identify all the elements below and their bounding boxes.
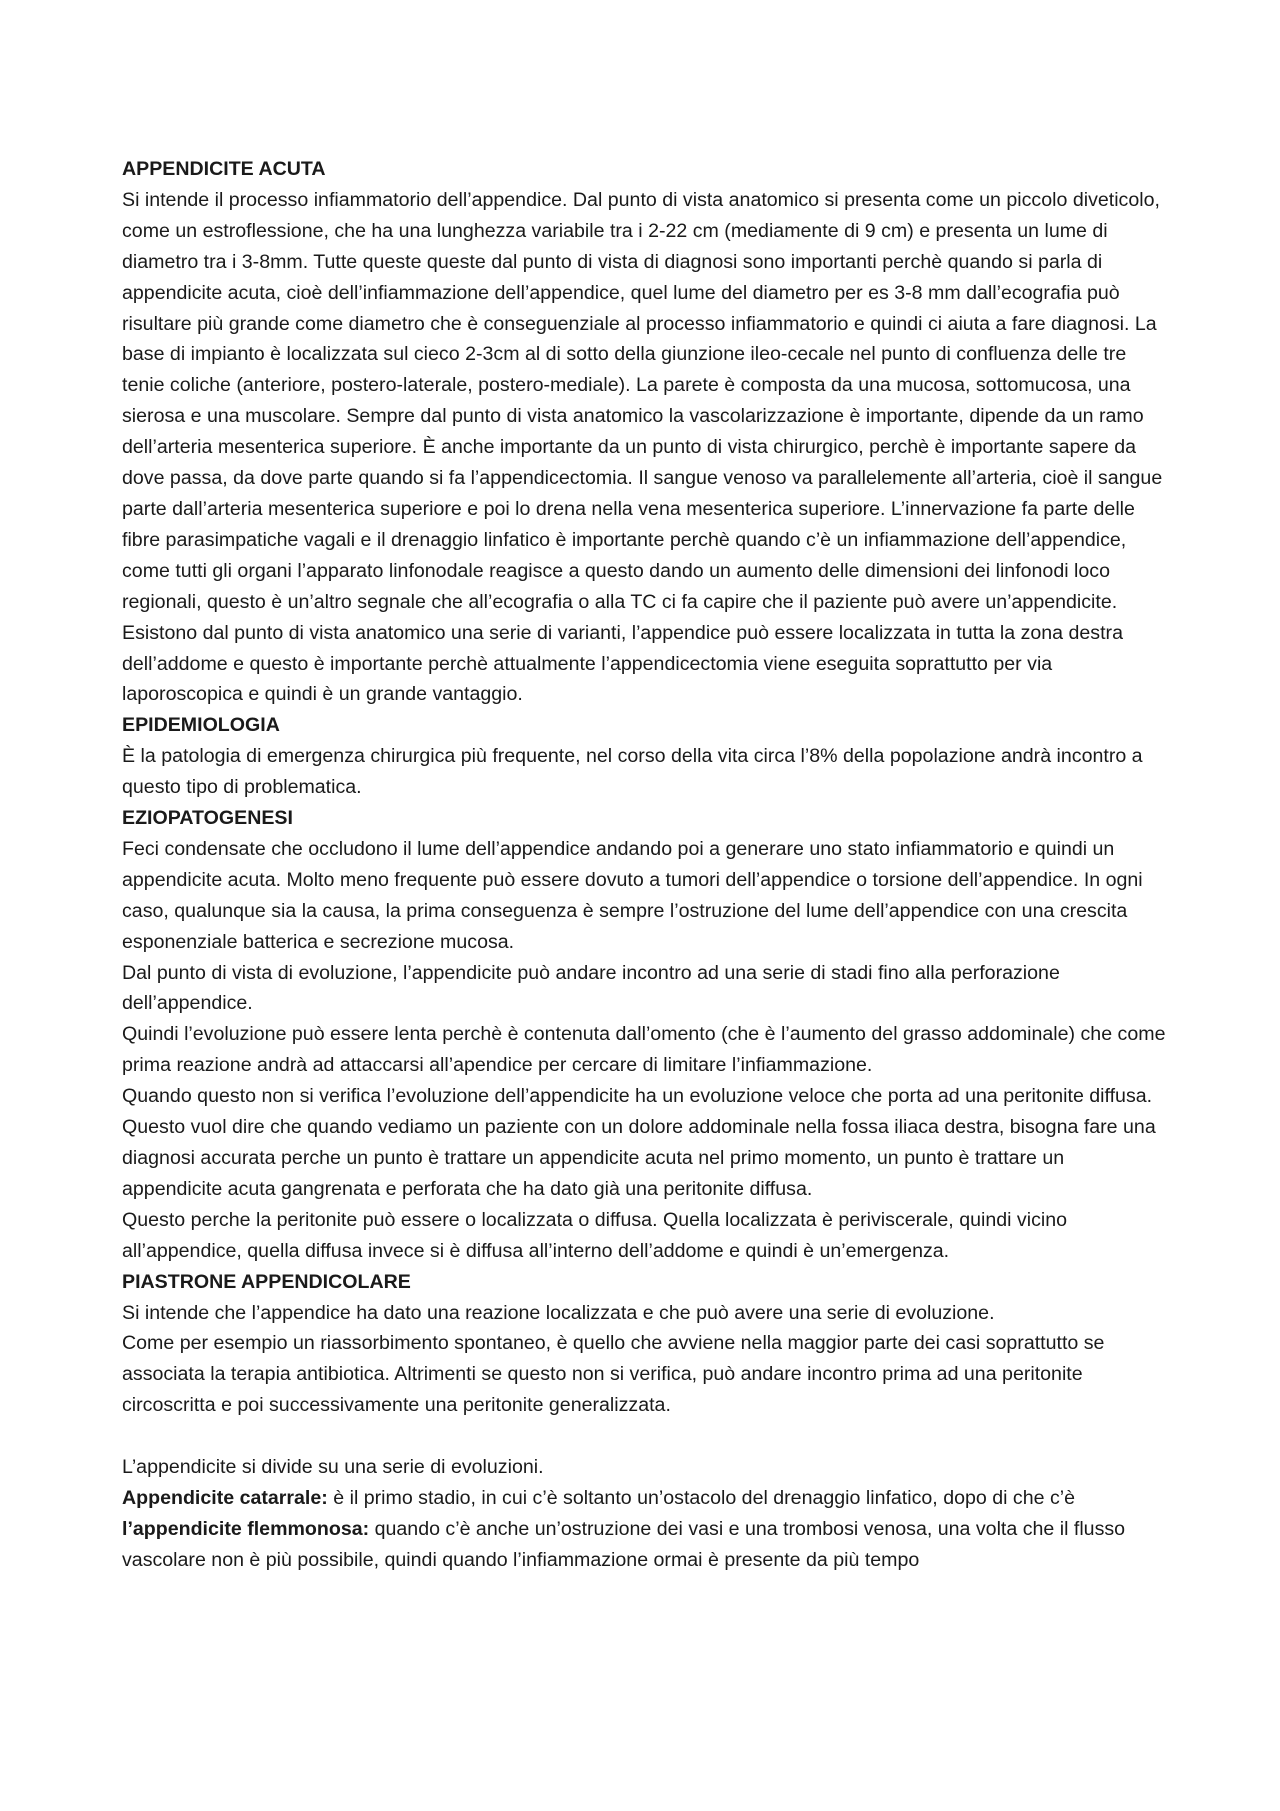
stage-flemmonosa-text: quando c’è anche un’ostruzione dei vasi e una trombosi venosa, una volta che il flusso vascolare non è più possibile, quindi quando l’infiammazione ormai è presente da più tempo xyxy=(122,1517,1126,1571)
paragraph: Si intende il processo infiammatorio dell’appendice. Dal punto di vista anatomico si presenta come un piccolo diveticolo, come un estroflessione, che ha una lunghezza variabile tra i 2-22 cm (mediamente di 9 cm) e presenta un lume di diametro tra i 3-8mm. Tutte queste queste dal punto di vista di diagnosi sono importanti perchè quando si parla di appendicite acuta, cioè dell’infiammazione dell’appendice, quel lume del diametro per es 3-8 mm dall’ecografia può risultare più grande come diametro che è conseguenziale al processo infiammatorio e quindi ci aiuta a fare diagnosi. La base di impianto è localizzata sul cieco 2-3cm al di sotto della giunzione ileo-cecale nel punto di confluenza delle tre tenie coliche (anteriore, postero-laterale, postero-mediale). La parete è composta da una mucosa, sottomucosa, una sierosa e una muscolare. Sempre dal punto di vista anatomico la vascolarizzazione è importante, dipende da un ramo dell’arteria mesenterica superiore. È anche importante da un punto di vista chirurgico, perchè è importante sapere da dove passa, da dove parte quando si fa l’appendicectomia. Il sangue venoso va parallelemente all’arteria, cioè il sangue parte dall’arteria mesenterica superiore e poi lo drena nella vena mesenterica superiore. L’innervazione fa parte delle fibre parasimpatiche vagali e il drenaggio linfatico è importante perchè quando c’è un infiammazione dell’appendice, come tutti gli organi l’apparato linfonodale reagisce a questo dando un aumento delle dimensioni dei linfonodi loco regionali, questo è un’altro segnale che all’ecografia o alla TC ci fa capire che il paziente può avere un’appendicite. xyxy=(122,188,1163,613)
stage-flemmonosa-label: l’appendicite flemmonosa: xyxy=(122,1517,370,1540)
heading-piastrone-appendicolare: PIASTRONE APPENDICOLARE xyxy=(122,1270,411,1293)
paragraph: Quindi l’evoluzione può essere lenta perchè è contenuta dall’omento (che è l’aumento del grasso addominale) che come prima reazione andrà ad attaccarsi all’apendice per cercare di limitare l’infiammazione. xyxy=(122,1023,1166,1077)
paragraph: È la patologia di emergenza chirurgica più frequente, nel corso della vita circa l’8% della popolazione andrà incontro a questo tipo di problematica. xyxy=(122,745,1143,799)
heading-eziopatogenesi: EZIOPATOGENESI xyxy=(122,807,293,830)
heading-appendicite-acuta: APPENDICITE ACUTA xyxy=(122,158,326,180)
heading-epidemiologia: EPIDEMIOLOGIA xyxy=(122,714,280,737)
stage-catarrale-text: è il primo stadio, in cui c’è soltanto un’ostacolo del drenaggio linfatico, dopo di che c’è xyxy=(327,1486,1075,1509)
blank-line xyxy=(122,1421,1167,1452)
paragraph: Esistono dal punto di vista anatomico una serie di varianti, l’appendice può essere localizzata in tutta la zona destra dell’addome e questo è importante perchè attualmente l’appendicectomia viene eseguita soprattutto per via laporoscopica e quindi è un grande vantaggio. xyxy=(122,621,1123,706)
stage-catarrale-label: Appendicite catarrale: xyxy=(122,1486,328,1509)
document-page xyxy=(122,154,1167,1576)
paragraph: Si intende che l’appendice ha dato una reazione localizzata e che può avere una serie di evoluzione. xyxy=(122,1301,995,1324)
paragraph: Dal punto di vista di evoluzione, l’appendicite può andare incontro ad una serie di stadi fino alla perforazione dell’appendice. xyxy=(122,961,1060,1015)
evolutions-stages xyxy=(122,1483,1167,1576)
paragraph: Quando questo non si verifica l’evoluzione dell’appendicite ha un evoluzione veloce che porta ad una peritonite diffusa. Questo vuol dire che quando vediamo un paziente con un dolore addominale nella fossa iliaca destra, bisogna fare una diagnosi accurata perche un punto è trattare un appendicite acuta nel primo momento, un punto è trattare un appendicite acuta gangrenata e perforata che ha dato già una peritonite diffusa. xyxy=(122,1085,1156,1200)
paragraph: Feci condensate che occludono il lume dell’appendice andando poi a generare uno stato infiammatorio e quindi un appendicite acuta. Molto meno frequente può essere dovuto a tumori dell’appendice o torsione dell’appendice. In ogni caso, qualunque sia la causa, la prima conseguenza è sempre l’ostruzione del lume dell’appendice con una crescita esponenziale batterica e secrezione mucosa. xyxy=(122,837,1143,953)
paragraph: Questo perche la peritonite può essere o localizzata o diffusa. Quella localizzata è periviscerale, quindi vicino all’appendice, quella diffusa invece si è diffusa all’interno dell’addome e quindi è un’emergenza. xyxy=(122,1208,1068,1262)
paragraph: Come per esempio un riassorbimento spontaneo, è quello che avviene nella maggior parte dei casi soprattutto se associata la terapia antibiotica. Altrimenti se questo non si verifica, può andare incontro prima ad una peritonite circoscritta e poi successivamente una peritonite generalizzata. xyxy=(122,1332,1105,1417)
evolutions-intro: L’appendicite si divide su una serie di evoluzioni. xyxy=(122,1456,544,1479)
